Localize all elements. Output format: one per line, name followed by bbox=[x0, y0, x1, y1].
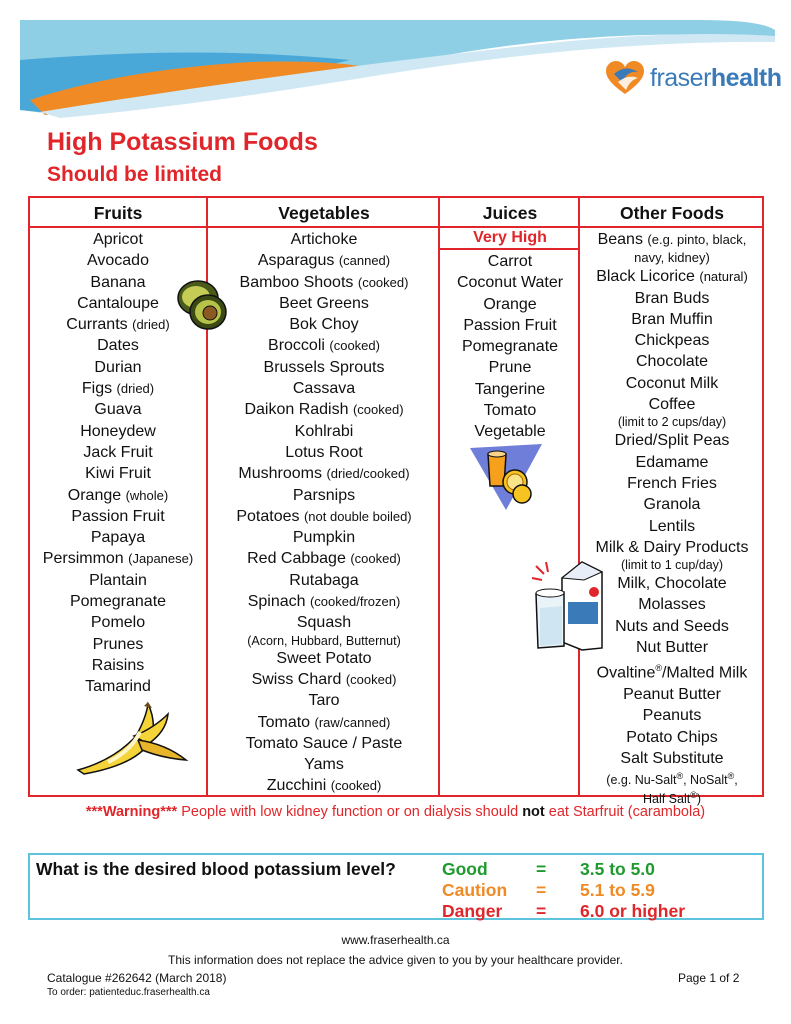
list-item: Salt Substitute (e.g. Nu-Salt®, NoSalt®, Half Salt®) bbox=[606, 749, 738, 807]
list-item: Asparagus (canned) bbox=[257, 252, 391, 270]
list-item: Passion Fruit bbox=[71, 507, 165, 525]
list-item: Zucchini (cooked) bbox=[266, 777, 382, 795]
list-item: Prunes bbox=[92, 635, 144, 653]
list-item: Jack Fruit bbox=[83, 443, 153, 461]
list-item: Chocolate bbox=[635, 353, 709, 371]
list-item: Molasses bbox=[638, 596, 706, 614]
list-item: Pomelo bbox=[90, 614, 146, 632]
list-item: Lentils bbox=[648, 517, 696, 535]
logo-text-light: fraser bbox=[650, 63, 711, 92]
list-item: Nut Butter bbox=[635, 639, 709, 657]
list-item: Papaya bbox=[90, 529, 146, 547]
list-item: Edamame bbox=[635, 453, 709, 471]
list-item: Bran Muffin bbox=[631, 310, 713, 328]
list-item: Honeydew bbox=[80, 422, 156, 440]
level-question: What is the desired blood potassium level? bbox=[36, 859, 396, 879]
list-item: Figs (dried) bbox=[81, 380, 155, 398]
page-subtitle: Should be limited bbox=[47, 163, 223, 186]
vegetables-header: Vegetables bbox=[208, 198, 440, 228]
list-item: Peanuts bbox=[642, 707, 702, 725]
list-item: Taro bbox=[308, 692, 340, 710]
list-item: Mushrooms (dried/cooked) bbox=[238, 465, 410, 483]
list-item: navy, kidney) bbox=[634, 250, 710, 266]
level-eq: = bbox=[536, 901, 547, 921]
list-item: Spinach (cooked/frozen) bbox=[247, 593, 401, 611]
list-item: Carrot bbox=[487, 253, 533, 270]
level-value: 3.5 to 5.0 bbox=[580, 859, 655, 879]
fruits-header: Fruits bbox=[30, 198, 206, 228]
list-item: Persimmon (Japanese) bbox=[42, 550, 194, 568]
list-item: Artichoke bbox=[290, 231, 358, 248]
list-item: Guava bbox=[94, 401, 142, 419]
list-item: Kiwi Fruit bbox=[85, 465, 151, 483]
list-item: Pomegranate bbox=[69, 593, 167, 611]
very-high-label: Very High bbox=[440, 228, 580, 250]
list-item: Milk, Chocolate bbox=[617, 575, 727, 593]
page-number: Page 1 of 2 bbox=[678, 971, 740, 985]
list-item: Tamarind bbox=[85, 678, 151, 696]
juices-list bbox=[440, 250, 580, 443]
list-item: Peanut Butter bbox=[623, 685, 721, 703]
fraserhealth-logo bbox=[604, 60, 782, 96]
level-label: Good bbox=[442, 859, 488, 879]
list-item: Plantain bbox=[89, 571, 147, 589]
order-info: To order: patienteduc.fraserhealth.ca bbox=[47, 987, 210, 998]
list-item: Rutabaga bbox=[289, 571, 359, 589]
level-eq: = bbox=[536, 880, 547, 900]
list-item: Prune bbox=[488, 359, 532, 377]
list-item: Potato Chips bbox=[626, 728, 718, 746]
list-item: Beet Greens bbox=[279, 294, 369, 312]
list-item: Kohlrabi bbox=[294, 422, 354, 440]
list-item: Pomegranate bbox=[461, 338, 559, 356]
list-item: Potatoes (not double boiled) bbox=[236, 507, 412, 525]
list-item: Pumpkin bbox=[292, 529, 356, 547]
other-foods-column bbox=[578, 198, 764, 807]
list-item: Tangerine bbox=[474, 380, 546, 398]
list-item-sub: (Acorn, Hubbard, Butternut) bbox=[247, 633, 401, 648]
potassium-level-box bbox=[28, 853, 764, 920]
footer-website: www.fraserhealth.ca bbox=[341, 933, 450, 947]
list-item: Avocado bbox=[87, 252, 149, 270]
list-item: Squash bbox=[296, 614, 352, 632]
list-item: Daikon Radish (cooked) bbox=[244, 401, 404, 419]
vegetables-column bbox=[206, 198, 440, 795]
banana-icon bbox=[74, 700, 194, 776]
list-item: Ovaltine®/Malted Milk bbox=[596, 663, 748, 682]
list-item: Bamboo Shoots (cooked) bbox=[239, 273, 409, 291]
list-item: Passion Fruit bbox=[463, 316, 557, 334]
level-value: 5.1 to 5.9 bbox=[580, 880, 655, 900]
other-foods-list bbox=[580, 228, 764, 807]
list-item: Chickpeas bbox=[634, 332, 710, 350]
level-value: 6.0 or higher bbox=[580, 901, 686, 921]
list-item: Apricot bbox=[93, 231, 143, 248]
juices-header: Juices bbox=[440, 198, 580, 228]
list-item: Cantaloupe bbox=[77, 294, 159, 312]
footer-disclaimer: This information does not replace the advice given to you by your healthcare provider. bbox=[168, 953, 623, 967]
list-item: Sweet Potato bbox=[276, 649, 372, 667]
page-title: High Potassium Foods bbox=[47, 128, 318, 156]
list-item: Lotus Root bbox=[285, 443, 363, 461]
list-item: Orange bbox=[483, 295, 537, 313]
list-item: Coffee (limit to 2 cups/day) bbox=[617, 396, 727, 430]
list-item: Black Licorice (natural) bbox=[596, 268, 748, 286]
list-item: Coconut Water bbox=[456, 274, 564, 292]
list-item: Coconut Milk bbox=[625, 374, 719, 392]
milk-carton-icon bbox=[528, 558, 610, 652]
list-item: Cassava bbox=[292, 380, 356, 398]
list-item: Bok Choy bbox=[289, 316, 359, 334]
list-item: Vegetable bbox=[474, 423, 546, 441]
list-item: Dried/Split Peas bbox=[614, 432, 730, 450]
list-item: Swiss Chard (cooked) bbox=[251, 670, 397, 688]
level-label: Danger bbox=[442, 901, 503, 921]
list-item: Orange (whole) bbox=[67, 486, 169, 504]
vegetables-list bbox=[208, 228, 440, 797]
list-item: Broccoli (cooked) bbox=[268, 337, 380, 355]
list-item: Beans (e.g. pinto, black, bbox=[597, 231, 747, 248]
logo-text-bold: health bbox=[710, 63, 782, 92]
list-item: Red Cabbage (cooked) bbox=[247, 550, 401, 568]
list-item: Milk & Dairy Products (limit to 1 cup/day) bbox=[595, 538, 749, 573]
level-label: Caution bbox=[442, 880, 508, 900]
list-item: Nuts and Seeds bbox=[615, 617, 729, 635]
list-item: Dates bbox=[97, 337, 139, 355]
list-item: Tomato Sauce / Paste bbox=[245, 734, 403, 752]
juice-glass-icon bbox=[466, 442, 546, 512]
list-item: Banana bbox=[90, 273, 146, 291]
list-item: Tomato (raw/canned) bbox=[257, 713, 391, 731]
other-foods-header: Other Foods bbox=[580, 198, 764, 228]
list-item: Granola bbox=[643, 496, 701, 514]
list-item: Bran Buds bbox=[634, 289, 710, 307]
list-item: Currants (dried) bbox=[66, 316, 170, 334]
heart-logo-icon bbox=[604, 60, 646, 96]
list-item: French Fries bbox=[627, 474, 717, 492]
starfruit-warning: ***Warning*** People with low kidney function or on dialysis should not eat Starfruit (carambola) bbox=[85, 804, 706, 820]
list-item: Yams bbox=[304, 756, 344, 774]
avocado-icon bbox=[172, 274, 230, 334]
list-item: Tomato bbox=[483, 402, 537, 420]
catalogue-number: Catalogue #262642 (March 2018) bbox=[47, 971, 227, 985]
level-eq: = bbox=[536, 859, 547, 879]
list-item: Brussels Sprouts bbox=[263, 358, 385, 376]
list-item: Parsnips bbox=[292, 486, 356, 504]
list-item: Durian bbox=[94, 358, 142, 376]
list-item: Raisins bbox=[91, 656, 145, 674]
